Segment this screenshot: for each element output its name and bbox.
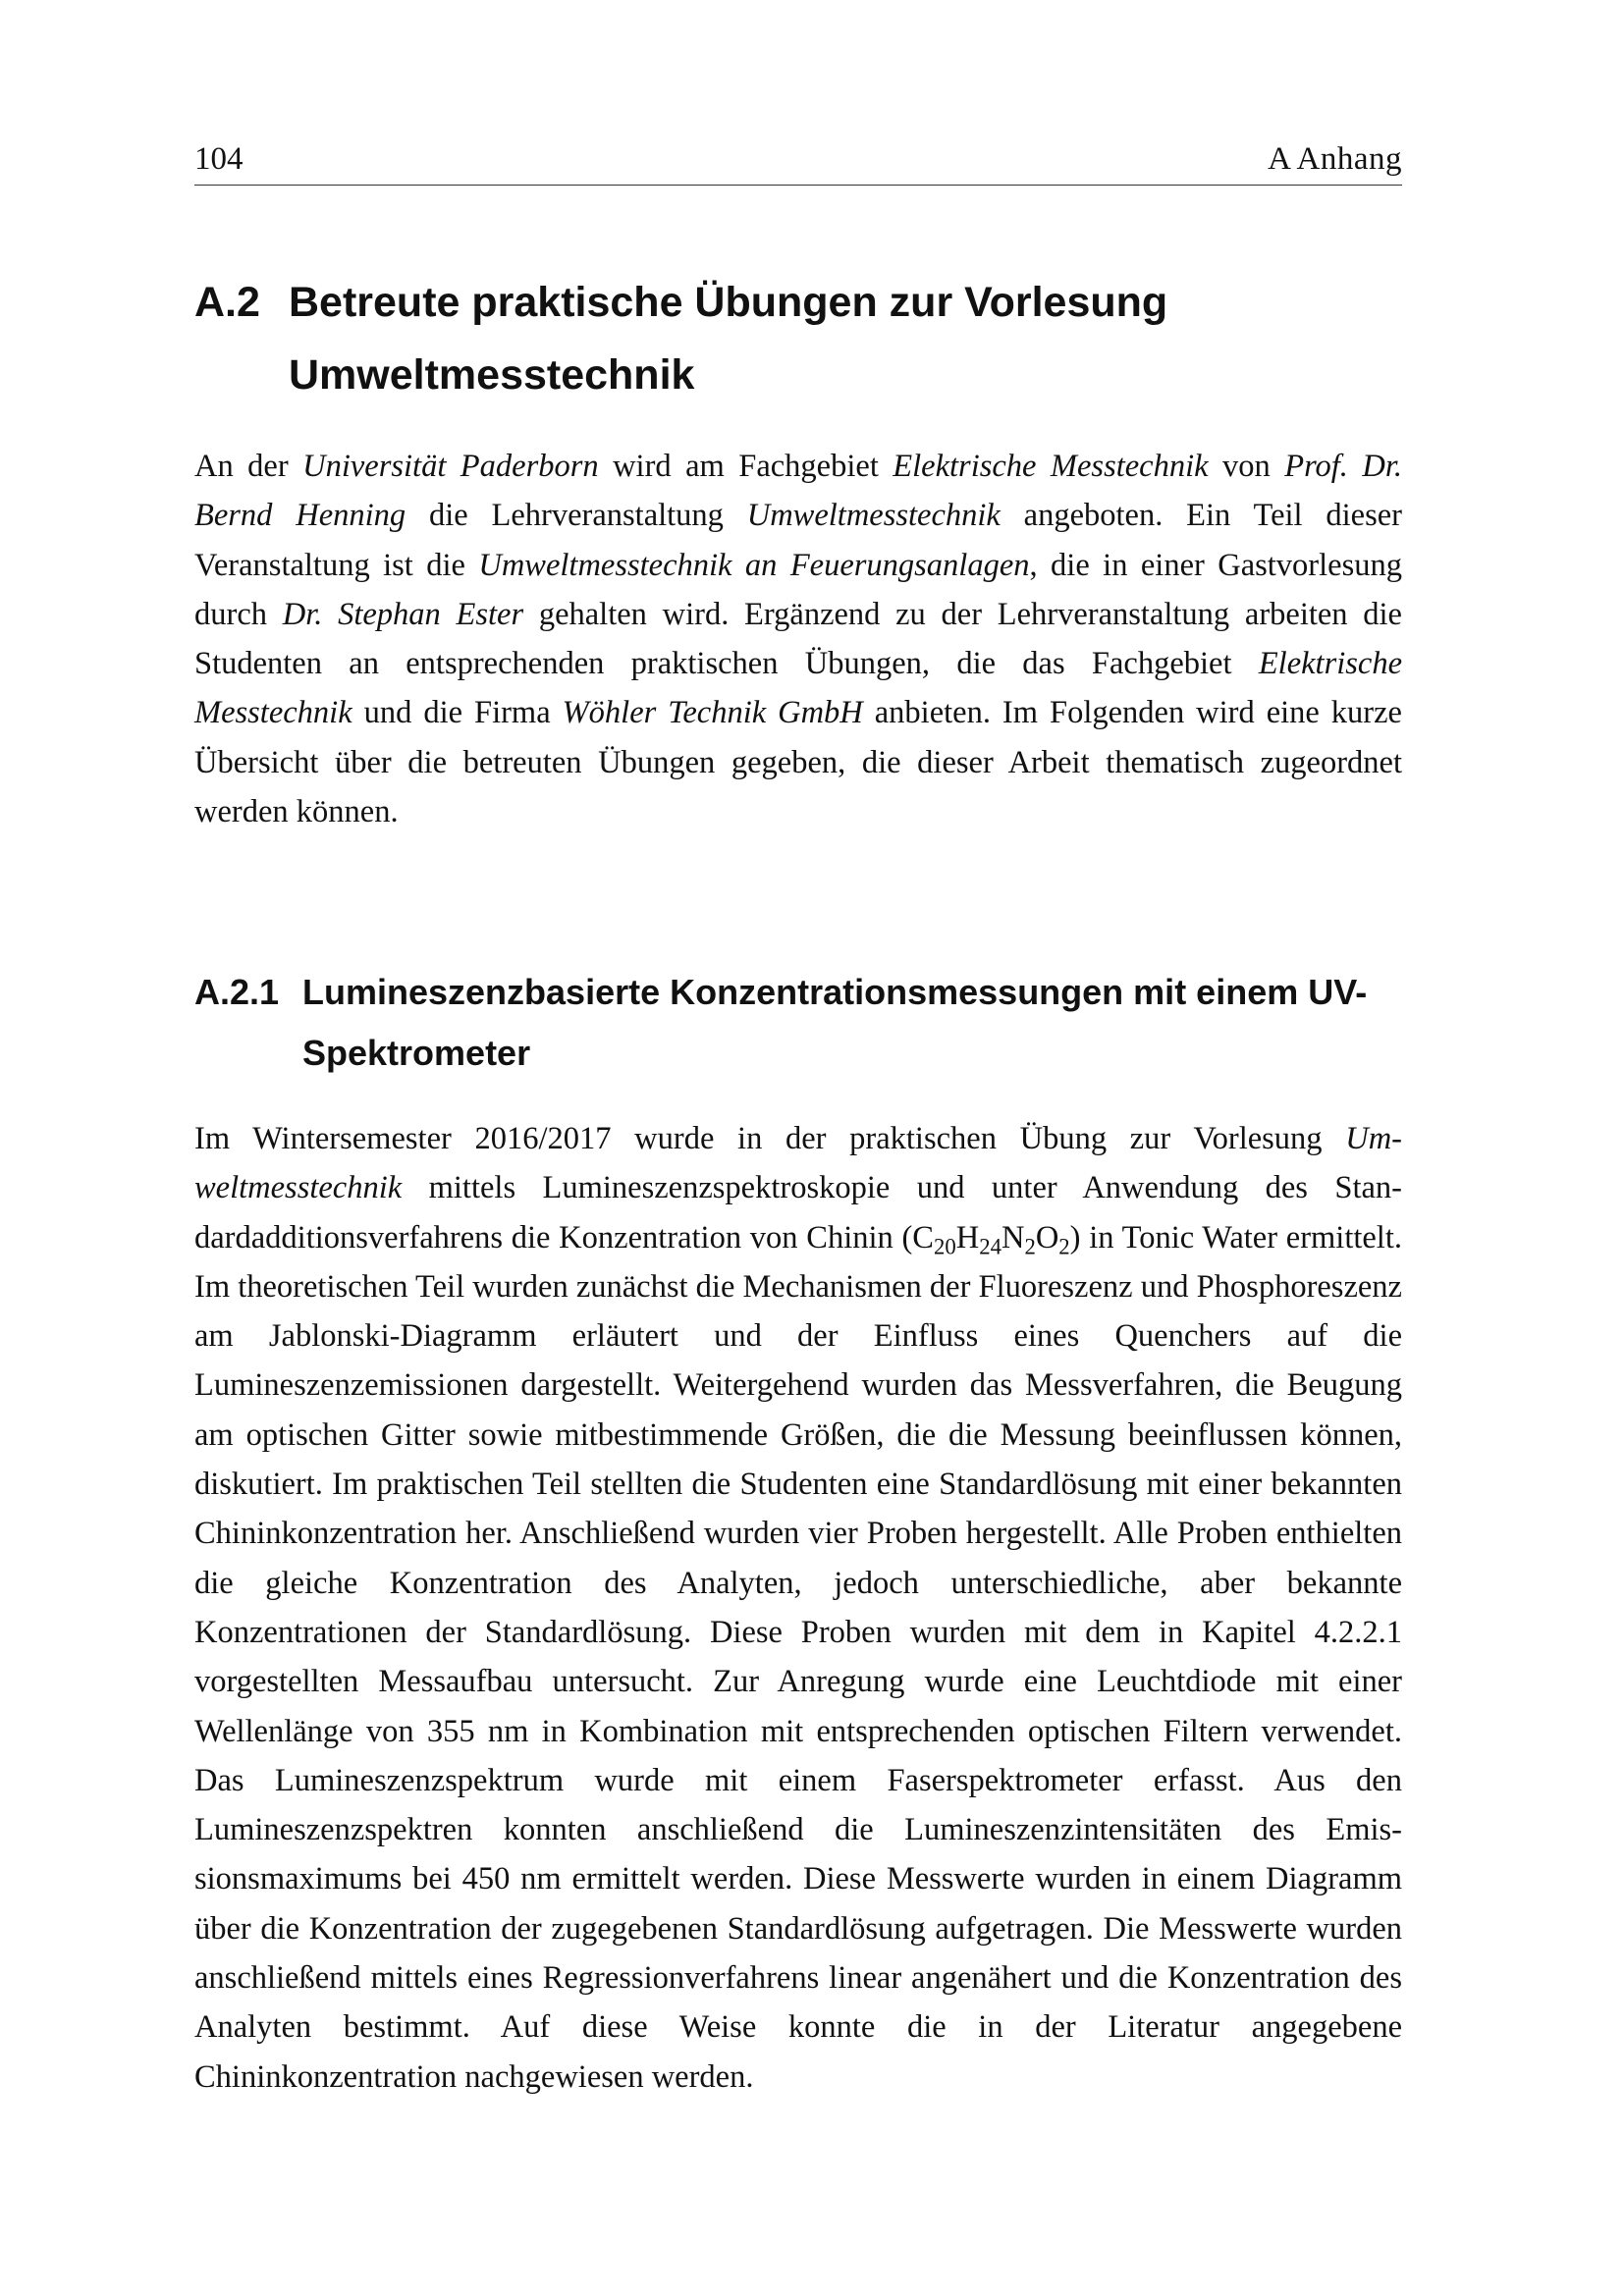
formula-subscript: 24 (979, 1233, 1001, 1258)
intro-text: angeboten. Ein Teil dieser Veranstaltung ist die (194, 498, 1402, 583)
intro-text: An der (194, 449, 303, 484)
guest-lecturer-name: Dr. Stephan Ester (282, 596, 524, 632)
guest-course-name: Umweltmesstechnik an Feuerungsanlagen (478, 547, 1030, 583)
section-title: Betreute praktische Übungen zur Vorlesung Umweltmesstechnik (289, 278, 1168, 399)
intro-text: die Lehrveranstaltung (406, 498, 747, 534)
intro-text: gehalten wird. Ergänzend zu der Lehrveranstaltung arbeiten die Studenten an entsprechenden praktischen Übungen, die das Fachgebiet (194, 596, 1402, 682)
subsection-heading (194, 962, 1402, 1084)
professor-name: Prof. Dr. Bernd Henning (194, 449, 1403, 534)
intro-paragraph (194, 442, 1402, 836)
subsection-number: A.2.1 (194, 971, 280, 1012)
course-name: Umweltmesstechnik (194, 1121, 1402, 1206)
body-text: mittels Lumineszenzspektroskopie und unter Anwendung des Standardadditionsverfahrens die Konzentration von Chinin (C (194, 1170, 1402, 1255)
formula-subscript: 20 (933, 1233, 956, 1258)
section-number: A.2 (194, 278, 260, 326)
body-text: ) in Tonic Water ermittelt. Im theoretischen Teil wurden zunächst die Mechanismen der Fluoreszenz und Phosphoreszenz am Jablonski-Diagramm erläutert und der Einfluss eines Quenchers auf die Lumineszenzemissionen dargestellt. Weitergehend wurden das Messverfahren, die Beugung am optischen Gitter sowie mitbestimmende Größen, die die Messung beeinflussen können, diskutiert. Im praktischen Teil stellten die Studenten eine Standardlösung mit einer bekannten Chininkonzentration her. Anschließend wurden vier Proben hergestellt. Alle Proben enthielten die gleiche Konzentration des Analyten, jedoch unterschiedliche, aber bekannte Konzentrationen der Standardlösung. Diese Proben wurden mit dem in Kapitel 4.2.2.1 vorgestellten Messaufbau untersucht. Zur Anregung wurde eine Leuchtdiode mit einer Wellenlänge von 355 nm in Kombination mit entsprechenden optischen Filtern verwendet. Das Lumineszenzspektrum wurde mit einem Faserspektrometer erfasst. Aus den Lumineszenzspektren konnten anschließend die Lumineszenzintensitäten des Emissionsmaximums bei 450 nm ermittelt werden. Diese Messwerte wurden in einem Diagramm über die Konzentration der zugegebenen Standardlösung aufgetragen. Die Messwerte wurden anschließend mittels eines Regressionverfahrens linear angenähert und die Konzentration des Analyten bestimmt. Auf diese Weise konnte die in der Literatur angegebene Chininkonzentration nachgewiesen werden. (194, 1219, 1402, 2095)
page-number: 104 (194, 141, 244, 177)
formula-subscript: 2 (1058, 1233, 1070, 1258)
formula-element: O (1035, 1219, 1059, 1255)
course-name: Umweltmesstechnik (746, 498, 1001, 534)
department-name: Elektrische Messtechnik (893, 449, 1209, 484)
formula-element: H (955, 1219, 980, 1255)
intro-text: wird am Fachgebiet (598, 449, 893, 484)
university-name: Universität Paderborn (302, 449, 599, 484)
section-heading (194, 266, 1402, 411)
body-paragraph (194, 1114, 1402, 2102)
intro-text: von (1208, 449, 1285, 484)
intro-text: und die Firma (352, 695, 563, 731)
formula-element: N (1001, 1219, 1025, 1255)
department-name: Elektrische Messtechnik (194, 646, 1402, 731)
body-text: Im Wintersemester 2016/2017 wurde in der praktischen Übung zur Vorlesung (194, 1121, 1346, 1156)
subsection-title: Lumineszenzbasierte Konzentrationsmessungen mit einem UV-Spektrometer (302, 971, 1368, 1073)
company-name: Wöhler Technik GmbH (562, 695, 863, 731)
intro-text: anbieten. Im Folgenden wird eine kurze Übersicht über die betreuten Übungen gegeben, die dieser Arbeit thematisch zugeordnet werden können. (194, 695, 1402, 830)
running-title: A Anhang (1268, 141, 1402, 177)
intro-text: , die in einer Gastvorlesung durch (194, 547, 1402, 632)
running-header (194, 137, 1402, 186)
formula-subscript: 2 (1024, 1233, 1036, 1258)
